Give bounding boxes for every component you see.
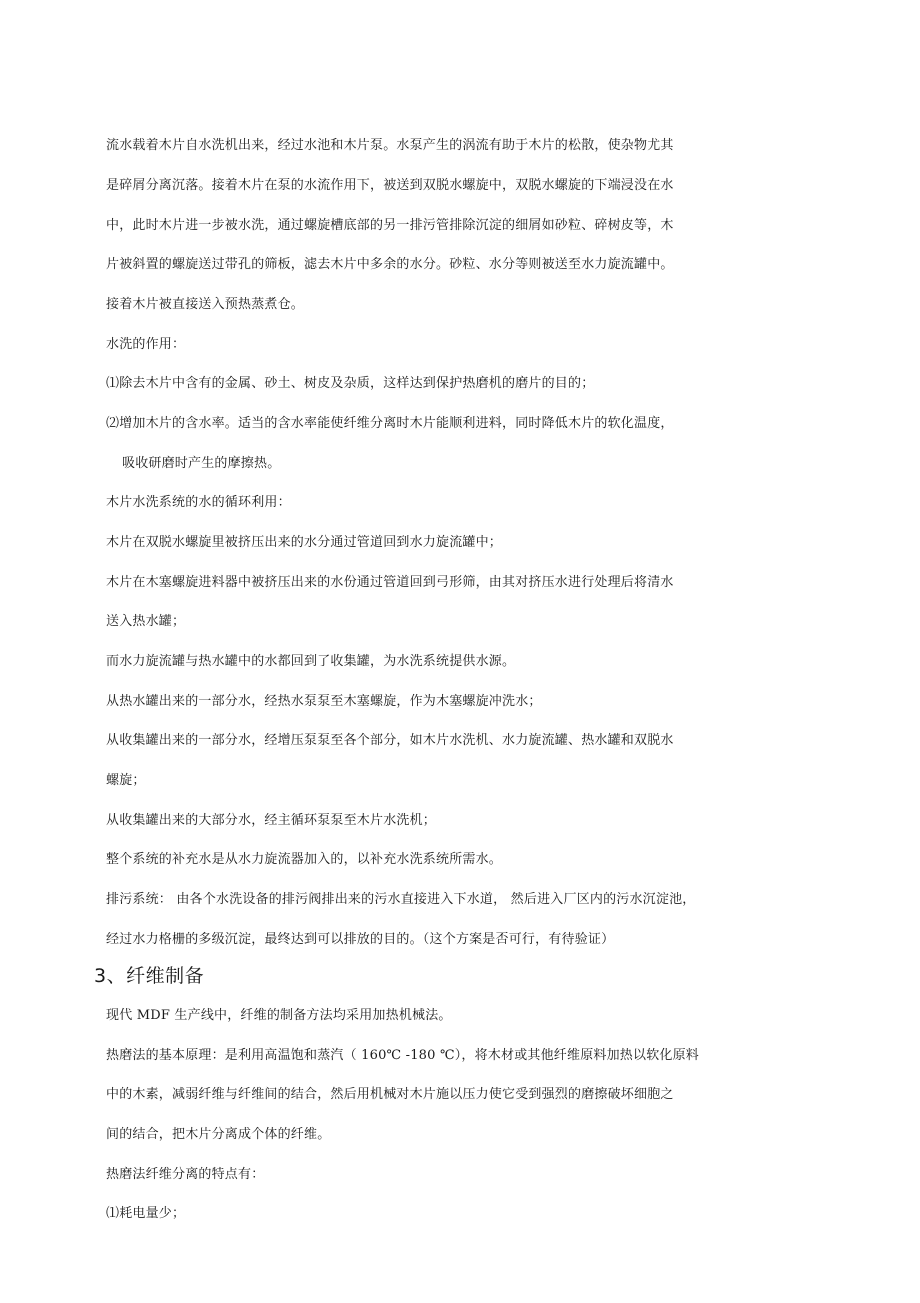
paragraph-line: 间的结合，把木片分离成个体的纤维。 <box>106 1127 331 1142</box>
paragraph-line: 木片在木塞螺旋进料器中被挤压出来的水份通过管道回到弓形筛，由其对挤压水进行处理后将清水 <box>106 575 674 590</box>
paragraph-line: 螺旋； <box>106 773 146 788</box>
paragraph-line: 接着木片被直接送入预热蒸煮仓。 <box>106 297 305 312</box>
paragraph-line: 送入热水罐； <box>106 614 186 629</box>
paragraph-line: 片被斜置的螺旋送过带孔的筛板，滤去木片中多余的水分。砂粒、水分等则被送至水力旋流罐中。 <box>106 257 674 272</box>
paragraph-line: 整个系统的补充水是从水力旋流器加入的，以补充水洗系统所需水。 <box>106 852 503 867</box>
list-item: ⑵增加木片的含水率。适当的含水率能使纤维分离时木片能顺利进料，同时降低木片的软化温度， <box>106 416 674 431</box>
paragraph-line: 是碎屑分离沉落。接着木片在泵的水流作用下，被送到双脱水螺旋中，双脱水螺旋的下端浸没在水 <box>106 178 674 193</box>
subheading-line: 木片水洗系统的水的循环利用： <box>106 495 291 510</box>
list-item: ⑴除去木片中含有的金属、砂土、树皮及杂质，这样达到保护热磨机的磨片的目的； <box>106 376 595 391</box>
paragraph-line: 热磨法的基本原理：是利用高温饱和蒸汽（ 160℃ -180 ℃），将木材或其他纤维原料加热以软化原料 <box>106 1048 700 1063</box>
paragraph-line: 排污系统： 由各个水洗设备的排污阀排出来的污水直接进入下水道， 然后进入厂区内的污水沉淀池， <box>106 892 696 907</box>
paragraph-line: 从收集罐出来的大部分水，经主循环泵泵至木片水洗机； <box>106 813 437 828</box>
paragraph-line: 木片在双脱水螺旋里被挤压出来的水分通过管道回到水力旋流罐中； <box>106 535 503 550</box>
paragraph-line: 流水载着木片自水洗机出来，经过水池和木片泵。水泵产生的涡流有助于木片的松散，使杂物尤其 <box>106 138 674 153</box>
list-item-continuation: 吸收研磨时产生的摩擦热。 <box>122 456 281 471</box>
paragraph-line: 从热水罐出来的一部分水，经热水泵泵至木塞螺旋，作为木塞螺旋冲洗水； <box>106 694 542 709</box>
section-heading: 3、纤维制备 <box>94 965 205 987</box>
paragraph-line: 而水力旋流罐与热水罐中的水都回到了收集罐，为水洗系统提供水源。 <box>106 654 516 669</box>
paragraph-line: 从收集罐出来的一部分水，经增压泵泵至各个部分，如木片水洗机、水力旋流罐、热水罐和双脱水 <box>106 733 674 748</box>
paragraph-line: 现代 MDF 生产线中，纤维的制备方法均采用加热机械法。 <box>106 1008 452 1023</box>
list-item: ⑴耗电量少； <box>106 1206 186 1221</box>
paragraph-line: 中的木素，减弱纤维与纤维间的结合，然后用机械对木片施以压力使它受到强烈的磨擦破坏细胞之 <box>106 1087 674 1102</box>
subheading-line: 热磨法纤维分离的特点有： <box>106 1167 265 1182</box>
paragraph-line: 经过水力格栅的多级沉淀，最终达到可以排放的目的。（这个方案是否可行，有待验证） <box>106 932 615 947</box>
subheading-line: 水洗的作用： <box>106 337 186 352</box>
paragraph-line: 中，此时木片进一步被水洗，通过螺旋槽底部的另一排污管排除沉淀的细屑如砂粒、碎树皮等，木 <box>106 218 674 233</box>
